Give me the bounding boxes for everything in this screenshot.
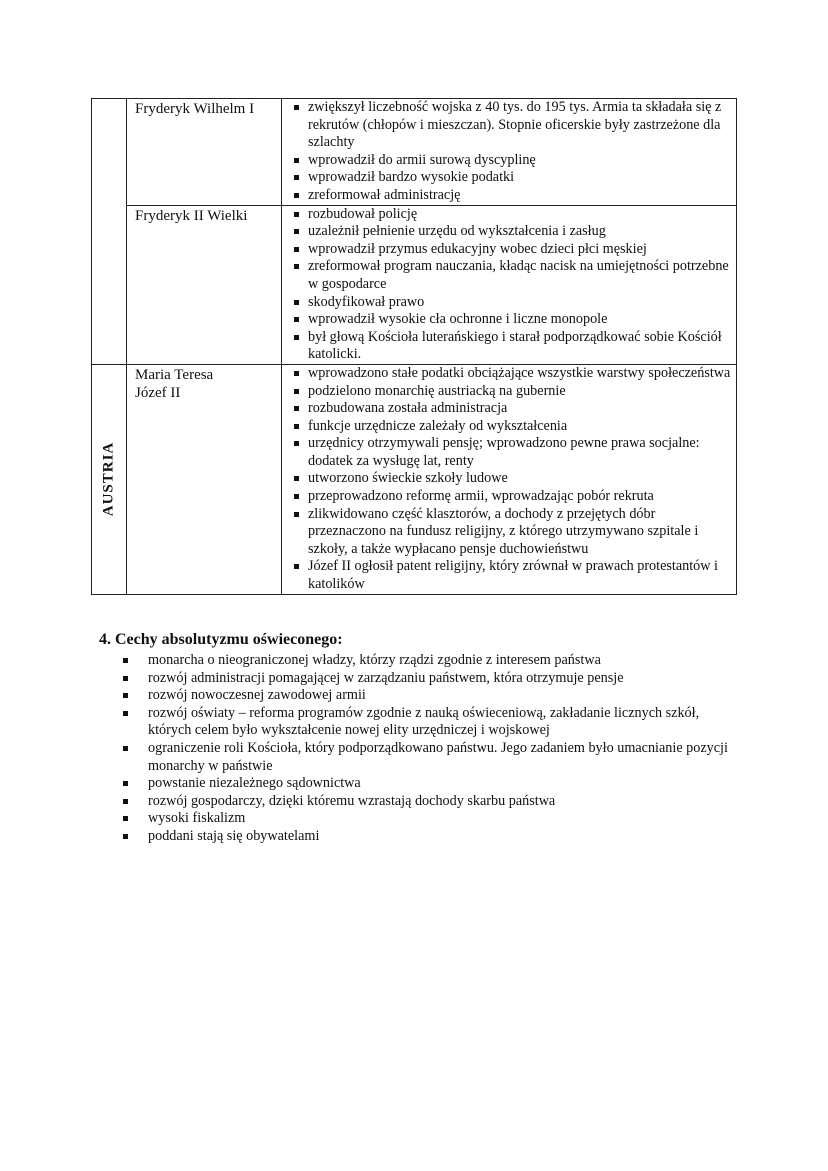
country-cell-austria — [92, 364, 127, 594]
list-item: uzależnił pełnienie urzędu od wykształcenia i zasług — [294, 223, 732, 241]
table-row — [92, 99, 737, 206]
reforms-table — [91, 98, 737, 595]
list-item: zreformował administrację — [294, 187, 732, 205]
ruler-cell — [127, 99, 282, 206]
list-item: przeprowadzono reformę armii, wprowadzając pobór rekruta — [294, 488, 732, 506]
list-item: poddani stają się obywatelami — [121, 828, 739, 846]
ruler-name: Fryderyk II Wielki — [135, 207, 248, 224]
list-item: rozbudował policję — [294, 206, 732, 224]
list-item: urzędnicy otrzymywali pensję; wprowadzono pewne prawa socjalne: dodatek za wysługę lat, renty — [294, 435, 732, 470]
reforms-cell — [282, 99, 737, 206]
ruler-name: Józef II — [135, 384, 181, 401]
list-item: powstanie niezależnego sądownictwa — [121, 775, 739, 793]
list-item: zreformował program nauczania, kładąc nacisk na umiejętności potrzebne w gospodarce — [294, 258, 732, 293]
list-item: rozwój gospodarczy, dzięki któremu wzrastają dochody skarbu państwa — [121, 793, 739, 811]
list-item: rozbudowana została administracja — [294, 400, 732, 418]
reforms-cell — [282, 364, 737, 594]
list-item: utworzono świeckie szkoły ludowe — [294, 470, 732, 488]
list-item: wprowadzono stałe podatki obciążające wszystkie warstwy społeczeństwa — [294, 365, 732, 383]
list-item: podzielono monarchię austriacką na gubernie — [294, 383, 732, 401]
traits-list — [99, 652, 739, 846]
section-enlightened-absolutism — [99, 630, 739, 846]
list-item: zwiększył liczebność wojska z 40 tys. do 195 tys. Armia ta składała się z rekrutów (chłopów i mieszczan). Stopnie oficerskie były zastrzeżone dla szlachty — [294, 99, 732, 152]
ruler-cell — [127, 205, 282, 364]
reform-list — [294, 206, 732, 364]
list-item: rozwój administracji pomagającej w zarządzaniu państwem, która otrzymuje pensje — [121, 670, 739, 688]
reforms-cell — [282, 205, 737, 364]
list-item: rozwój oświaty – reforma programów zgodnie z nauką oświeceniową, zakładanie licznych szkół, których celem było wykształcenie nowej elity urzędniczej i wojskowej — [121, 705, 739, 740]
list-item: wprowadził bardzo wysokie podatki — [294, 169, 732, 187]
list-item: monarcha o nieograniczonej władzy, którzy rządzi zgodnie z interesem państwa — [121, 652, 739, 670]
list-item: wprowadził do armii surową dyscyplinę — [294, 152, 732, 170]
ruler-name: Fryderyk Wilhelm I — [135, 101, 255, 117]
list-item: rozwój nowoczesnej zawodowej armii — [121, 687, 739, 705]
country-label: AUSTRIA — [100, 442, 117, 517]
section-heading: 4. Cechy absolutyzmu oświeconego: — [99, 631, 343, 648]
reform-list — [294, 365, 732, 594]
list-item: wprowadził wysokie cła ochronne i liczne monopole — [294, 311, 732, 329]
ruler-name: Maria Teresa — [135, 366, 214, 383]
list-item: wysoki fiskalizm — [121, 810, 739, 828]
list-item: skodyfikował prawo — [294, 294, 732, 312]
list-item: Józef II ogłosił patent religijny, który zrównał w prawach protestantów i katolików — [294, 558, 732, 593]
list-item: ograniczenie roli Kościoła, który podporządkowano państwu. Jego zadaniem było umacnianie pozycji monarchy w państwie — [121, 740, 739, 775]
list-item: funkcje urzędnicze zależały od wykształcenia — [294, 418, 732, 436]
table-row — [92, 364, 737, 594]
list-item: był głową Kościoła luterańskiego i starał podporządkować sobie Kościół katolicki. — [294, 329, 732, 364]
list-item: zlikwidowano część klasztorów, a dochody z przejętych dóbr przeznaczono na fundusz religijny, z którego utrzymywano szpitale i szkoły, a także wypłacano pensje duchowieństwu — [294, 506, 732, 559]
reform-list — [294, 99, 732, 205]
table-row — [92, 205, 737, 364]
country-cell-prussia — [92, 99, 127, 365]
list-item: wprowadził przymus edukacyjny wobec dzieci płci męskiej — [294, 241, 732, 259]
ruler-cell — [127, 364, 282, 594]
